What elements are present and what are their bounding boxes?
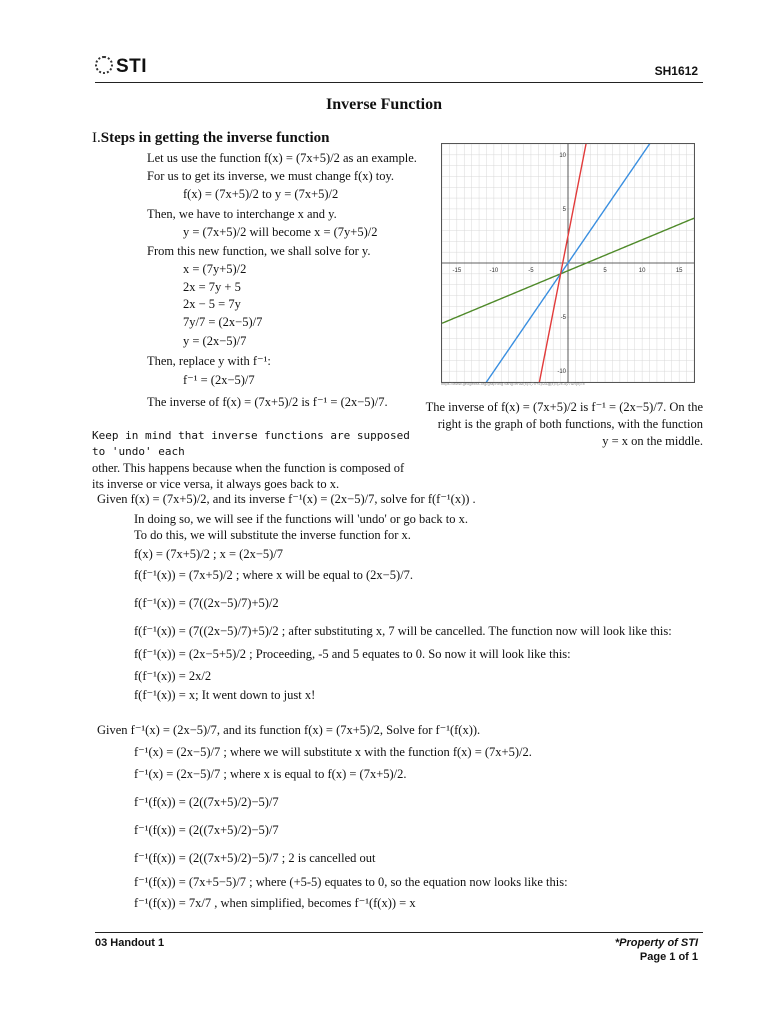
step-line: From this new function, we shall solve for y. (147, 244, 371, 258)
x-tick-label: -15 (452, 268, 462, 274)
graph-caption (420, 399, 703, 450)
example1-step: f(f⁻¹(x)) = x; It went down to just x! (134, 688, 316, 702)
logo-icon (95, 56, 113, 74)
graph-caption-line: y = x on the middle. (602, 434, 703, 448)
step-equation: 2x = 7y + 5 (183, 280, 241, 294)
y-tick-label: -5 (560, 315, 566, 322)
step-equation: x = (7y+5)/2 (183, 262, 247, 276)
function-graph (441, 143, 695, 383)
example2-step: f⁻¹(f(x)) = (2((7x+5)/2)−5)/7 (134, 823, 279, 837)
step-line: For us to get its inverse, we must change f(x) toy. (147, 169, 395, 183)
step-equation: f⁻¹ = (2x−5)/7 (183, 373, 255, 387)
step-equation: y = (2x−5)/7 (183, 334, 247, 348)
graph-caption-line: right is the graph of both functions, with the function (437, 417, 703, 431)
step-equation: 2x − 5 = 7y (183, 297, 241, 311)
example1-step: f(f⁻¹(x)) = (7x+5)/2 ; where x will be equal to (2x−5)/7. (134, 568, 413, 582)
x-tick-label: 5 (603, 268, 607, 274)
footer-rule (95, 932, 703, 933)
y-tick-label: 5 (562, 206, 566, 213)
y-tick-label: -10 (557, 369, 566, 376)
step-equation: y = (7x+5)/2 will become x = (7y+5)/2 (183, 225, 378, 239)
example2-step: f⁻¹(f(x)) = (7x+5−5)/7 ; where (+5-5) equates to 0, so the equation now looks like this: (134, 875, 568, 889)
example2-step: f⁻¹(f(x)) = (2((7x+5)/2)−5)/7 (134, 795, 279, 809)
section-heading (92, 130, 330, 147)
note-line: Keep in mind that inverse functions are supposed to 'undo' each (92, 429, 410, 458)
section-title: Steps in getting the inverse function (100, 130, 330, 146)
example2-given: Given f⁻¹(x) = (2x−5)/7, and its function f(x) = (7x+5)/2, Solve for f⁻¹(f(x)). (97, 723, 481, 737)
y-tick-label: 10 (559, 152, 566, 159)
x-tick-label: -5 (528, 268, 534, 274)
example1-step: f(f⁻¹(x)) = (7((2x−5)/7)+5)/2 ; after substituting x, 7 will be cancelled. The function now will look like this: (134, 624, 672, 638)
step-line: The inverse of f(x) = (7x+5)/2 is f⁻¹ = (2x−5)/7. (147, 395, 388, 409)
graph-source-note: https://www.geogebra.org/graphing?lang=en&f(x)=(7x+5)/2&g(x)=(2x-5)/7&h(x)=x (441, 381, 585, 386)
graph-svg (442, 144, 694, 382)
example1-given: Given f(x) = (7x+5)/2, and its inverse f⁻¹(x) = (2x−5)/7, solve for f(f⁻¹(x)) . (97, 492, 476, 506)
example2-step: f⁻¹(f(x)) = 7x/7 , when simplified, becomes f⁻¹(f(x)) = x (134, 896, 416, 910)
step-line: Then, replace y with f⁻¹: (147, 354, 271, 368)
section-number: I. (92, 130, 101, 146)
step-line: Then, we have to interchange x and y. (147, 207, 337, 221)
step-line: Let us use the function f(x) = (7x+5)/2 as an example. (147, 151, 417, 165)
example1-line: In doing so, we will see if the functions will 'undo' or go back to x. (134, 512, 468, 526)
keep-in-mind-note (92, 428, 422, 492)
example2-step: f⁻¹(x) = (2x−5)/7 ; where we will substitute x with the function f(x) = (7x+5)/2. (134, 745, 532, 759)
header-rule (95, 82, 703, 83)
example1-step: f(f⁻¹(x)) = (7((2x−5)/7)+5)/2 (134, 596, 279, 610)
step-equation: 7y/7 = (2x−5)/7 (183, 315, 263, 329)
example1-step: f(x) = (7x+5)/2 ; x = (2x−5)/7 (134, 547, 284, 561)
example1-line: To do this, we will substitute the inverse function for x. (134, 528, 411, 542)
example1-step: f(f⁻¹(x)) = 2x/2 (134, 669, 212, 683)
note-line: other. This happens because when the function is composed of (92, 461, 405, 475)
note-line: its inverse or vice versa, it always goes back to x. (92, 477, 340, 491)
footer-property: *Property of STI (614, 937, 698, 949)
graph-caption-line: The inverse of f(x) = (7x+5)/2 is f⁻¹ = (2x−5)/7. On the (425, 400, 703, 414)
sti-logo (95, 56, 147, 78)
example1-step: f(f⁻¹(x)) = (2x−5+5)/2 ; Proceeding, -5 and 5 equates to 0. So now it will look like this: (134, 647, 571, 661)
footer-page: Page 1 of 1 (639, 951, 698, 963)
x-tick-label: -10 (489, 268, 499, 274)
x-tick-label: 10 (638, 268, 646, 274)
page-title: Inverse Function (326, 96, 442, 113)
example2-step: f⁻¹(f(x)) = (2((7x+5)/2)−5)/7 ; 2 is cancelled out (134, 851, 376, 865)
step-equation: f(x) = (7x+5)/2 to y = (7x+5)/2 (183, 187, 339, 201)
footer-handout: 03 Handout 1 (95, 937, 165, 949)
x-tick-label: 15 (675, 268, 683, 274)
document-code: SH1612 (654, 64, 698, 78)
example2-step: f⁻¹(x) = (2x−5)/7 ; where x is equal to f(x) = (7x+5)/2. (134, 767, 407, 781)
logo-text: STI (116, 56, 148, 77)
